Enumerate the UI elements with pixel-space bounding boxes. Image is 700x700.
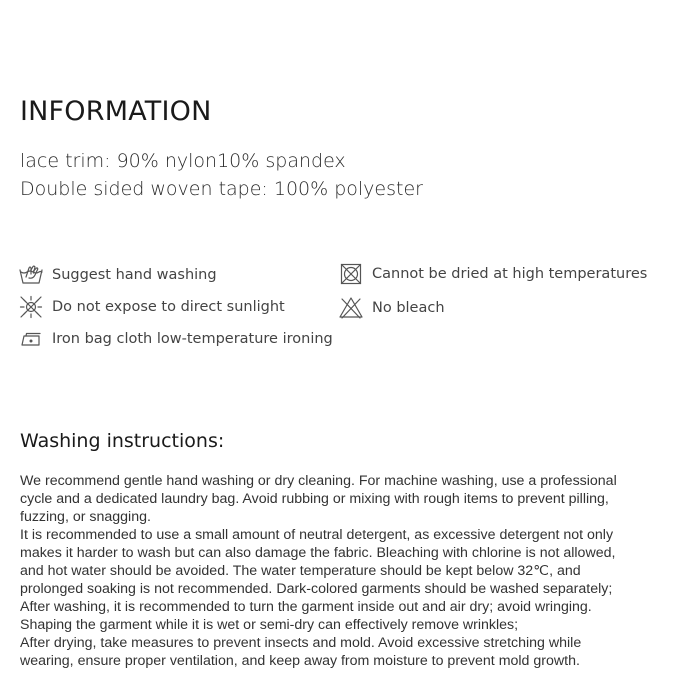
no-sunlight-icon: [18, 294, 44, 320]
instruction-line: Shaping the garment while it is wet or semi-dry can effectively remove wrinkles;: [20, 617, 519, 633]
care-item-low-iron: [18, 326, 333, 352]
page-title: INFORMATION: [20, 96, 212, 127]
instruction-line: prolonged soaking is not recommended. Dark-colored garments should be washed separately;: [20, 581, 613, 597]
care-label: Suggest hand washing: [52, 267, 217, 283]
care-label: No bleach: [372, 300, 445, 316]
care-label: Do not expose to direct sunlight: [52, 299, 285, 315]
washing-instructions-body: [20, 472, 680, 670]
care-item-hand-wash: [18, 262, 217, 288]
care-item-no-bleach: [338, 295, 445, 321]
care-item-no-tumble-dry: [338, 261, 647, 287]
instruction-line: wearing, ensure proper ventilation, and keep away from moisture to prevent mold growth.: [20, 653, 580, 669]
care-item-no-sunlight: [18, 294, 285, 320]
care-label: Iron bag cloth low-temperature ironing: [52, 331, 333, 347]
hand-wash-icon: [18, 262, 44, 288]
instruction-line: and hot water should be avoided. The water temperature should be kept below 32℃, and: [20, 563, 581, 579]
care-label: Cannot be dried at high temperatures: [372, 266, 648, 282]
instruction-line: fuzzing, or snagging.: [20, 509, 151, 525]
instruction-line: We recommend gentle hand washing or dry cleaning. For machine washing, use a professional: [20, 473, 617, 489]
instruction-line: It is recommended to use a small amount of neutral detergent, as excessive detergent not only: [20, 527, 614, 543]
material-line: lace trim: 90% nylon10% spandex: [20, 150, 346, 172]
material-line: Double sided woven tape: 100% polyester: [20, 178, 423, 200]
no-tumble-dry-icon: [338, 261, 364, 287]
low-iron-icon: [18, 326, 44, 352]
instruction-line: After washing, it is recommended to turn the garment inside out and air dry; avoid wringing.: [20, 599, 592, 615]
instruction-line: cycle and a dedicated laundry bag. Avoid rubbing or mixing with rough items to prevent pilling,: [20, 491, 609, 507]
no-bleach-icon: [338, 295, 364, 321]
washing-instructions-title: Washing instructions:: [20, 430, 225, 452]
instruction-line: makes it harder to wash but can also damage the fabric. Bleaching with chlorine is not allowed,: [20, 545, 616, 561]
instruction-line: After drying, take measures to prevent insects and mold. Avoid excessive stretching while: [20, 635, 582, 651]
